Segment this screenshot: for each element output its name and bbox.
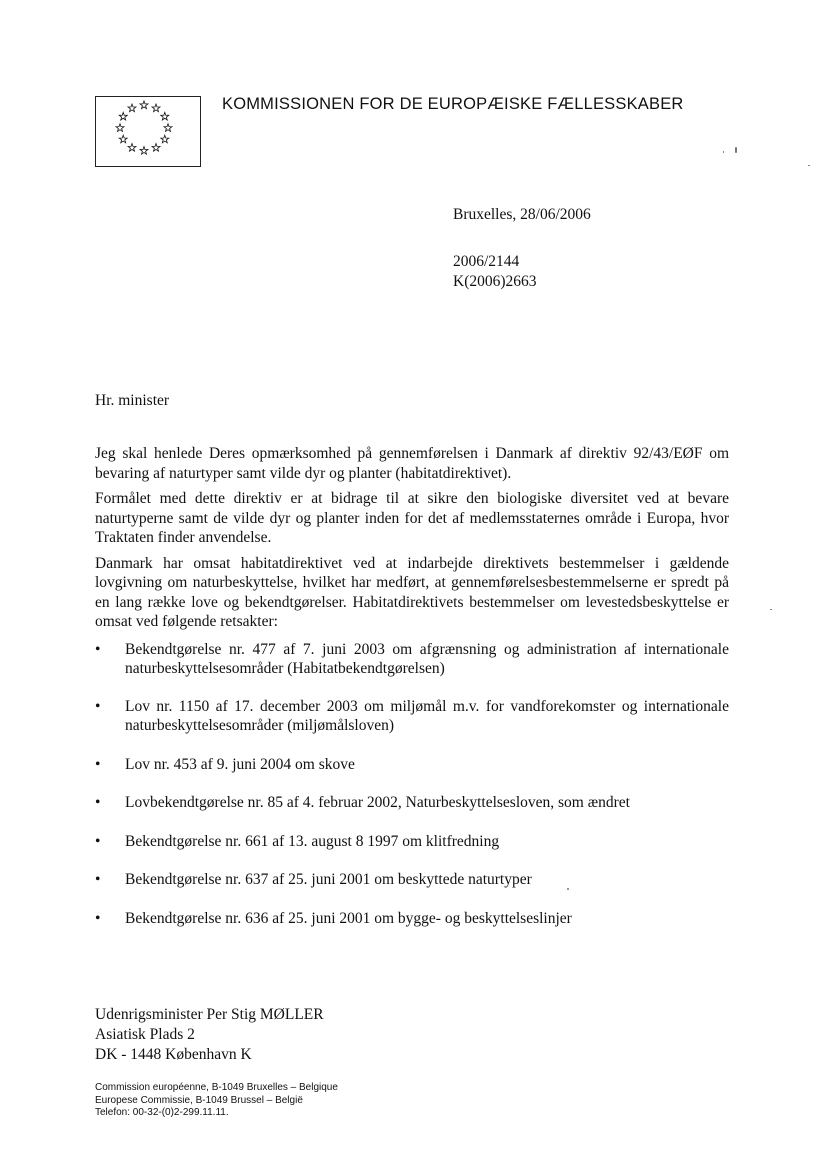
paragraph: Formålet med dette direktiv er at bidrage til at sikre den biologiske diversitet ved at bevare naturtyperne samt de vilde dyr og planter inden for det af medlemsstaternes område i Europa, hvor Traktaten finder anvendelse. xyxy=(95,490,729,546)
list-item xyxy=(95,909,729,929)
star-icon xyxy=(164,124,172,132)
list-item-text: Bekendtgørelse nr. 636 af 25. juni 2001 om bygge- og beskyttelseslinjer xyxy=(125,909,572,927)
legal-acts-list xyxy=(95,640,729,929)
star-icon xyxy=(161,135,169,143)
footer-line-fr: Commission européenne, B-1049 Bruxelles – Belgique xyxy=(95,1082,338,1093)
eu-flag-stars-icon xyxy=(96,97,202,168)
list-item xyxy=(95,832,729,852)
list-item xyxy=(95,640,729,679)
list-item-text: Bekendtgørelse nr. 637 af 25. juni 2001 om beskyttede naturtyper xyxy=(125,871,532,888)
footer-line-nl: Europese Commissie, B-1049 Brussel – België xyxy=(95,1094,303,1106)
recipient-name: Udenrigsminister Per Stig MØLLER xyxy=(95,1006,324,1023)
salutation: Hr. minister xyxy=(95,392,170,409)
list-item xyxy=(95,870,729,890)
bullet-icon: • xyxy=(95,640,101,658)
list-item-text: Bekendtgørelse nr. 477 af 7. juni 2003 om afgrænsning og administration af internationale naturbeskyttelsesområder (Habitatbekendtgørelsen) xyxy=(125,640,729,677)
footer-phone: Telefon: 00-32-(0)2-299.11.11. xyxy=(95,1107,229,1118)
paragraph: Jeg skal henlede Deres opmærksomhed på gennemførelsen i Danmark af direktiv 92/43/EØF om bevaring af naturtyper samt vilde dyr og planter (habitatdirektivet). xyxy=(95,445,729,482)
star-icon xyxy=(152,104,160,112)
scan-speck xyxy=(567,888,569,890)
star-icon xyxy=(128,104,136,112)
case-number: 2006/2144 xyxy=(453,253,520,270)
recipient-street: Asiatisk Plads 2 xyxy=(95,1026,195,1043)
list-item-text: Bekendtgørelse nr. 661 af 13. august 8 1997 om klitfredning xyxy=(125,832,500,850)
star-icon xyxy=(128,144,136,152)
bullet-icon: • xyxy=(95,697,101,715)
scan-speck xyxy=(723,151,724,153)
star-icon xyxy=(119,112,127,120)
eu-emblem xyxy=(95,96,201,167)
star-icon xyxy=(119,135,127,143)
star-icon xyxy=(116,124,124,132)
scan-speck xyxy=(735,147,737,153)
paragraph: Danmark har omsat habitatdirektivet ved at indarbejde direktivets bestemmelser i gældende lovgivning om naturbeskyttelse, hvilket har medført, at gennemførelsesbestemmelserne er spredt på en lang række love og bekendtgørelser. Habitatdirektivets bestemmelser om levestedsbeskyttelse er omsat ved følgende retsakter: xyxy=(95,554,729,630)
star-icon xyxy=(140,147,148,155)
bullet-icon: • xyxy=(95,909,101,927)
document-number: K(2006)2663 xyxy=(453,273,537,290)
star-icon xyxy=(140,101,148,109)
list-item-text: Lov nr. 1150 af 17. december 2003 om miljømål m.v. for vandforekomster og internationale naturbeskyttelsesområder (miljømålsloven) xyxy=(125,697,729,734)
recipient-city: DK - 1448 København K xyxy=(95,1046,252,1063)
list-item xyxy=(95,755,729,775)
star-icon xyxy=(152,144,160,152)
bullet-icon: • xyxy=(95,832,101,850)
list-item xyxy=(95,793,729,813)
scan-speck xyxy=(808,165,810,166)
place-date: Bruxelles, 28/06/2006 xyxy=(453,206,591,223)
scan-speck xyxy=(770,609,772,610)
star-icon xyxy=(161,112,169,120)
bullet-icon: • xyxy=(95,755,101,773)
letter-body xyxy=(95,444,729,928)
recipient-address xyxy=(95,1005,324,1065)
footer xyxy=(95,1082,338,1120)
bullet-icon: • xyxy=(95,794,101,811)
bullet-icon: • xyxy=(95,871,101,888)
organization-name: KOMMISSIONEN FOR DE EUROPÆISKE FÆLLESSKABER xyxy=(222,95,684,113)
list-item-text: Lovbekendtgørelse nr. 85 af 4. februar 2002, Naturbeskyttelsesloven, som ændret xyxy=(125,794,630,811)
list-item-text: Lov nr. 453 af 9. juni 2004 om skove xyxy=(125,755,355,773)
list-item xyxy=(95,697,729,736)
